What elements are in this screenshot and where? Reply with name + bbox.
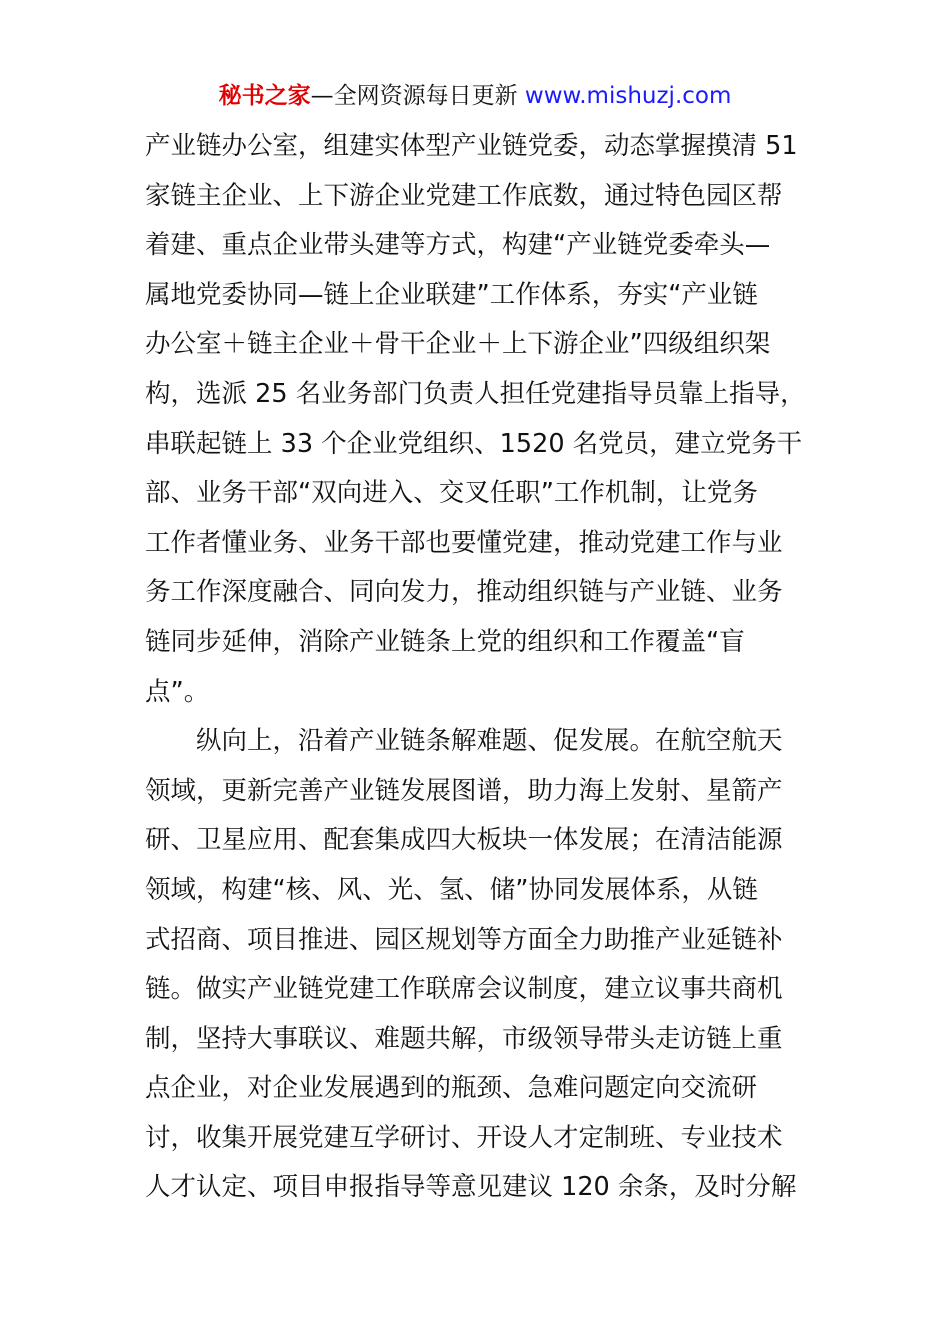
text-line: 领域，构建“核、风、光、氢、储”协同发展体系，从链 — [145, 874, 758, 905]
text-line: 办公室＋链主企业＋骨干企业＋上下游企业”四级组织架 — [145, 329, 771, 360]
text-line: 产业链办公室，组建实体型产业链党委，动态掌握摸清 51 — [145, 131, 798, 161]
text-line: 点”。 — [145, 676, 210, 707]
text-line: 人才认定、项目申报指导等意见建议 120 余条，及时分解 — [145, 1172, 797, 1203]
text-line: 点企业，对企业发展遇到的瓶颈、急难问题定向交流研 — [145, 1073, 758, 1104]
text-line: 式招商、项目推进、园区规划等方面全力助推产业延链补 — [145, 924, 783, 955]
text-line: 串联起链上 33 个企业党组织、1520 名党员，建立党务干 — [145, 428, 803, 459]
site-tagline: —全网资源每日更新 — [310, 83, 525, 109]
text-line: 构，选派 25 名业务部门负责人担任党建指导员靠上指导， — [145, 378, 806, 409]
site-header — [0, 80, 950, 112]
text-line: 讨，收集开展党建互学研讨、开设人才定制班、专业技术 — [145, 1122, 783, 1153]
document-body — [145, 122, 815, 1213]
site-brand: 秘书之家 — [218, 83, 311, 109]
text-line: 工作者懂业务、业务干部也要懂党建，推动党建工作与业 — [145, 527, 783, 558]
text-line: 部、业务干部“双向进入、交叉任职”工作机制，让党务 — [145, 478, 758, 509]
text-line: 纵向上，沿着产业链条解难题、促发展。在航空航天 — [196, 726, 783, 757]
site-url-link[interactable]: www.mishuzj.com — [524, 83, 732, 109]
text-line: 属地党委协同—链上企业联建”工作体系，夯实“产业链 — [145, 279, 758, 310]
paragraph-1 — [145, 122, 815, 717]
text-line: 着建、重点企业带头建等方式，构建“产业链党委牵头— — [145, 230, 771, 261]
text-line: 制，坚持大事联议、难题共解，市级领导带头走访链上重 — [145, 1023, 783, 1054]
text-line: 链同步延伸，消除产业链条上党的组织和工作覆盖“盲 — [145, 626, 745, 657]
text-line: 家链主企业、上下游企业党建工作底数，通过特色园区帮 — [145, 180, 783, 211]
text-line: 领域，更新完善产业链发展图谱，助力海上发射、星箭产 — [145, 775, 783, 806]
text-line: 务工作深度融合、同向发力，推动组织链与产业链、业务 — [145, 577, 783, 608]
text-line: 链。做实产业链党建工作联席会议制度，建立议事共商机 — [145, 974, 783, 1005]
paragraph-2 — [145, 717, 815, 1213]
text-line: 研、卫星应用、配套集成四大板块一体发展；在清洁能源 — [145, 825, 783, 856]
